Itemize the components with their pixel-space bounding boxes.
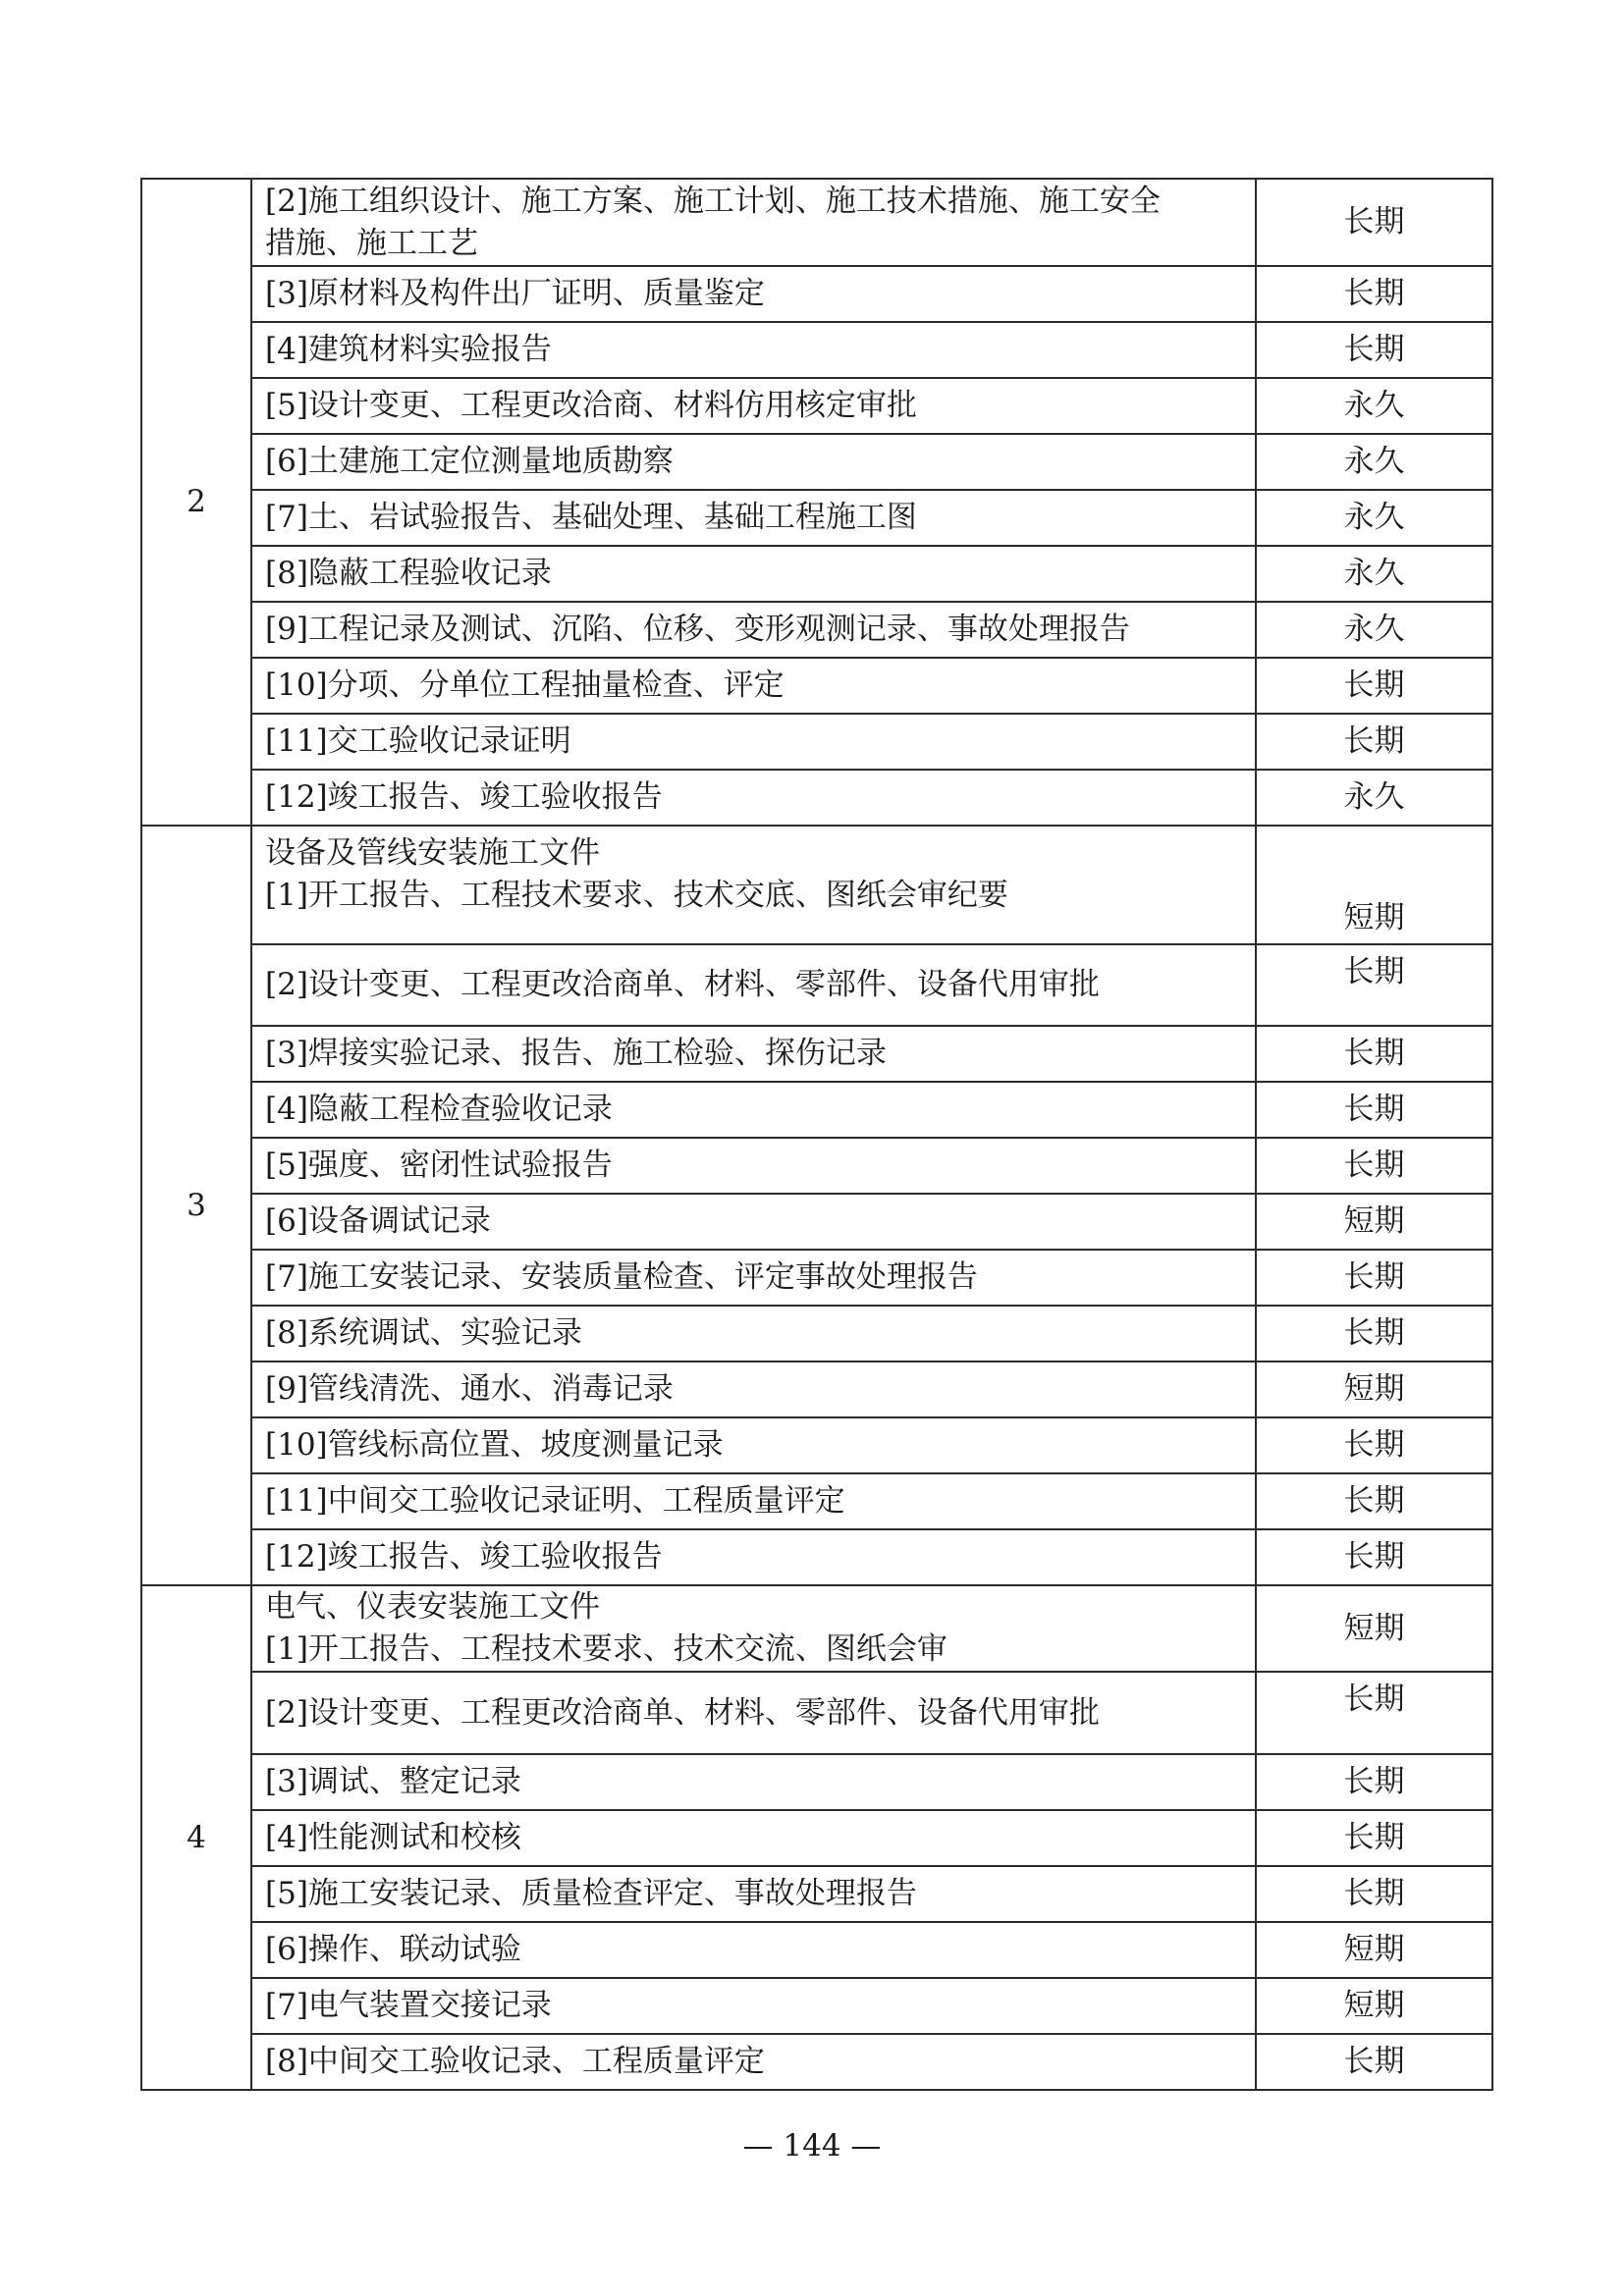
table-row bbox=[141, 1306, 1492, 1362]
item-description: [9]管线清洗、通水、消毒记录 bbox=[251, 1362, 1256, 1417]
retention-term: 永久 bbox=[1256, 434, 1492, 490]
table-row bbox=[141, 322, 1492, 378]
item-description: [6]设备调试记录 bbox=[251, 1194, 1256, 1250]
item-description: [3]焊接实验记录、报告、施工检验、探伤记录 bbox=[251, 1026, 1256, 1082]
table-row bbox=[141, 266, 1492, 322]
table-row bbox=[141, 1978, 1492, 2034]
table-row bbox=[141, 1585, 1492, 1672]
retention-term: 长期 bbox=[1256, 1529, 1492, 1585]
retention-term: 长期 bbox=[1256, 1082, 1492, 1138]
table-row bbox=[141, 1866, 1492, 1922]
item-line: [2]施工组织设计、施工方案、施工计划、施工技术措施、施工安全 bbox=[265, 183, 1161, 219]
retention-term: 短期 bbox=[1256, 1922, 1492, 1978]
item-description: [3]调试、整定记录 bbox=[251, 1754, 1256, 1810]
item-description: [7]施工安装记录、安装质量检查、评定事故处理报告 bbox=[251, 1250, 1256, 1306]
retention-term: 永久 bbox=[1256, 602, 1492, 658]
item-description: [7]土、岩试验报告、基础处理、基础工程施工图 bbox=[251, 490, 1256, 546]
item-description: [5]施工安装记录、质量检查评定、事故处理报告 bbox=[251, 1866, 1256, 1922]
table-row bbox=[141, 2034, 1492, 2090]
table-row bbox=[141, 1810, 1492, 1866]
item-description: [11]中间交工验收记录证明、工程质量评定 bbox=[251, 1473, 1256, 1529]
table-row bbox=[141, 434, 1492, 490]
item-description: [6]土建施工定位测量地质勘察 bbox=[251, 434, 1256, 490]
table-row bbox=[141, 714, 1492, 770]
retention-term: 长期 bbox=[1256, 1138, 1492, 1194]
table-row bbox=[141, 770, 1492, 826]
item-description: [10]管线标高位置、坡度测量记录 bbox=[251, 1417, 1256, 1473]
table-row bbox=[141, 1250, 1492, 1306]
table-row bbox=[141, 1138, 1492, 1194]
retention-term: 长期 bbox=[1256, 1250, 1492, 1306]
item-description: [5]设计变更、工程更改洽商、材料仿用核定审批 bbox=[251, 378, 1256, 434]
page-number: — 144 — bbox=[742, 2128, 882, 2163]
table-row bbox=[141, 1672, 1492, 1754]
retention-term: 长期 bbox=[1256, 1754, 1492, 1810]
item-line: 电气、仪表安装施工文件 bbox=[265, 1589, 600, 1625]
retention-term: 长期 bbox=[1256, 1810, 1492, 1866]
item-description: [5]强度、密闭性试验报告 bbox=[251, 1138, 1256, 1194]
retention-term: 长期 bbox=[1256, 1306, 1492, 1362]
table-row bbox=[141, 1529, 1492, 1585]
table-row bbox=[141, 1026, 1492, 1082]
retention-term: 长期 bbox=[1256, 944, 1492, 1026]
table-row bbox=[141, 546, 1492, 602]
retention-term: 长期 bbox=[1256, 714, 1492, 770]
table-row bbox=[141, 1417, 1492, 1473]
table-row bbox=[141, 826, 1492, 944]
item-description: [6]操作、联动试验 bbox=[251, 1922, 1256, 1978]
item-line: 措施、施工工艺 bbox=[265, 225, 478, 261]
retention-term: 永久 bbox=[1256, 490, 1492, 546]
item-description: [8]中间交工验收记录、工程质量评定 bbox=[251, 2034, 1256, 2090]
group-number: 2 bbox=[141, 179, 251, 826]
item-description bbox=[251, 179, 1256, 266]
item-description: [4]性能测试和校核 bbox=[251, 1810, 1256, 1866]
retention-term: 长期 bbox=[1256, 1417, 1492, 1473]
retention-table bbox=[140, 178, 1493, 2091]
item-description: [3]原材料及构件出厂证明、质量鉴定 bbox=[251, 266, 1256, 322]
table-row bbox=[141, 490, 1492, 546]
item-description: [9]工程记录及测试、沉陷、位移、变形观测记录、事故处理报告 bbox=[251, 602, 1256, 658]
retention-term: 永久 bbox=[1256, 770, 1492, 826]
retention-term: 长期 bbox=[1256, 1672, 1492, 1754]
retention-term: 短期 bbox=[1256, 1194, 1492, 1250]
table-row bbox=[141, 1473, 1492, 1529]
item-description bbox=[251, 826, 1256, 944]
table-row bbox=[141, 1194, 1492, 1250]
item-line: [1]开工报告、工程技术要求、技术交流、图纸会审 bbox=[265, 1631, 947, 1667]
table-row bbox=[141, 378, 1492, 434]
retention-term: 长期 bbox=[1256, 2034, 1492, 2090]
table-row bbox=[141, 1362, 1492, 1417]
item-description: [2]设计变更、工程更改洽商单、材料、零部件、设备代用审批 bbox=[251, 944, 1256, 1026]
item-description: [10]分项、分单位工程抽量检查、评定 bbox=[251, 658, 1256, 714]
retention-term: 短期 bbox=[1256, 1362, 1492, 1417]
retention-term: 短期 bbox=[1256, 1978, 1492, 2034]
retention-term: 永久 bbox=[1256, 546, 1492, 602]
table-row bbox=[141, 1082, 1492, 1138]
table-row bbox=[141, 944, 1492, 1026]
retention-term: 短期 bbox=[1256, 826, 1492, 944]
table-row bbox=[141, 602, 1492, 658]
item-description: [8]隐蔽工程验收记录 bbox=[251, 546, 1256, 602]
retention-term: 长期 bbox=[1256, 1026, 1492, 1082]
group-number: 3 bbox=[141, 826, 251, 1585]
group-number: 4 bbox=[141, 1585, 251, 2090]
table-row bbox=[141, 1922, 1492, 1978]
retention-term: 长期 bbox=[1256, 266, 1492, 322]
item-description: [4]建筑材料实验报告 bbox=[251, 322, 1256, 378]
item-line: 设备及管线安装施工文件 bbox=[265, 835, 600, 871]
retention-term: 短期 bbox=[1256, 1585, 1492, 1672]
item-description: [8]系统调试、实验记录 bbox=[251, 1306, 1256, 1362]
table-row bbox=[141, 658, 1492, 714]
item-description: [12]竣工报告、竣工验收报告 bbox=[251, 1529, 1256, 1585]
retention-term: 长期 bbox=[1256, 322, 1492, 378]
item-line: [1]开工报告、工程技术要求、技术交底、图纸会审纪要 bbox=[265, 878, 1008, 913]
retention-term: 长期 bbox=[1256, 658, 1492, 714]
item-description: [11]交工验收记录证明 bbox=[251, 714, 1256, 770]
retention-term: 长期 bbox=[1256, 1473, 1492, 1529]
item-description: [12]竣工报告、竣工验收报告 bbox=[251, 770, 1256, 826]
retention-term: 永久 bbox=[1256, 378, 1492, 434]
item-description bbox=[251, 1585, 1256, 1672]
retention-term: 长期 bbox=[1256, 179, 1492, 266]
table-row bbox=[141, 1754, 1492, 1810]
table-row bbox=[141, 179, 1492, 266]
retention-term: 长期 bbox=[1256, 1866, 1492, 1922]
item-description: [2]设计变更、工程更改洽商单、材料、零部件、设备代用审批 bbox=[251, 1672, 1256, 1754]
item-description: [4]隐蔽工程检查验收记录 bbox=[251, 1082, 1256, 1138]
item-description: [7]电气装置交接记录 bbox=[251, 1978, 1256, 2034]
